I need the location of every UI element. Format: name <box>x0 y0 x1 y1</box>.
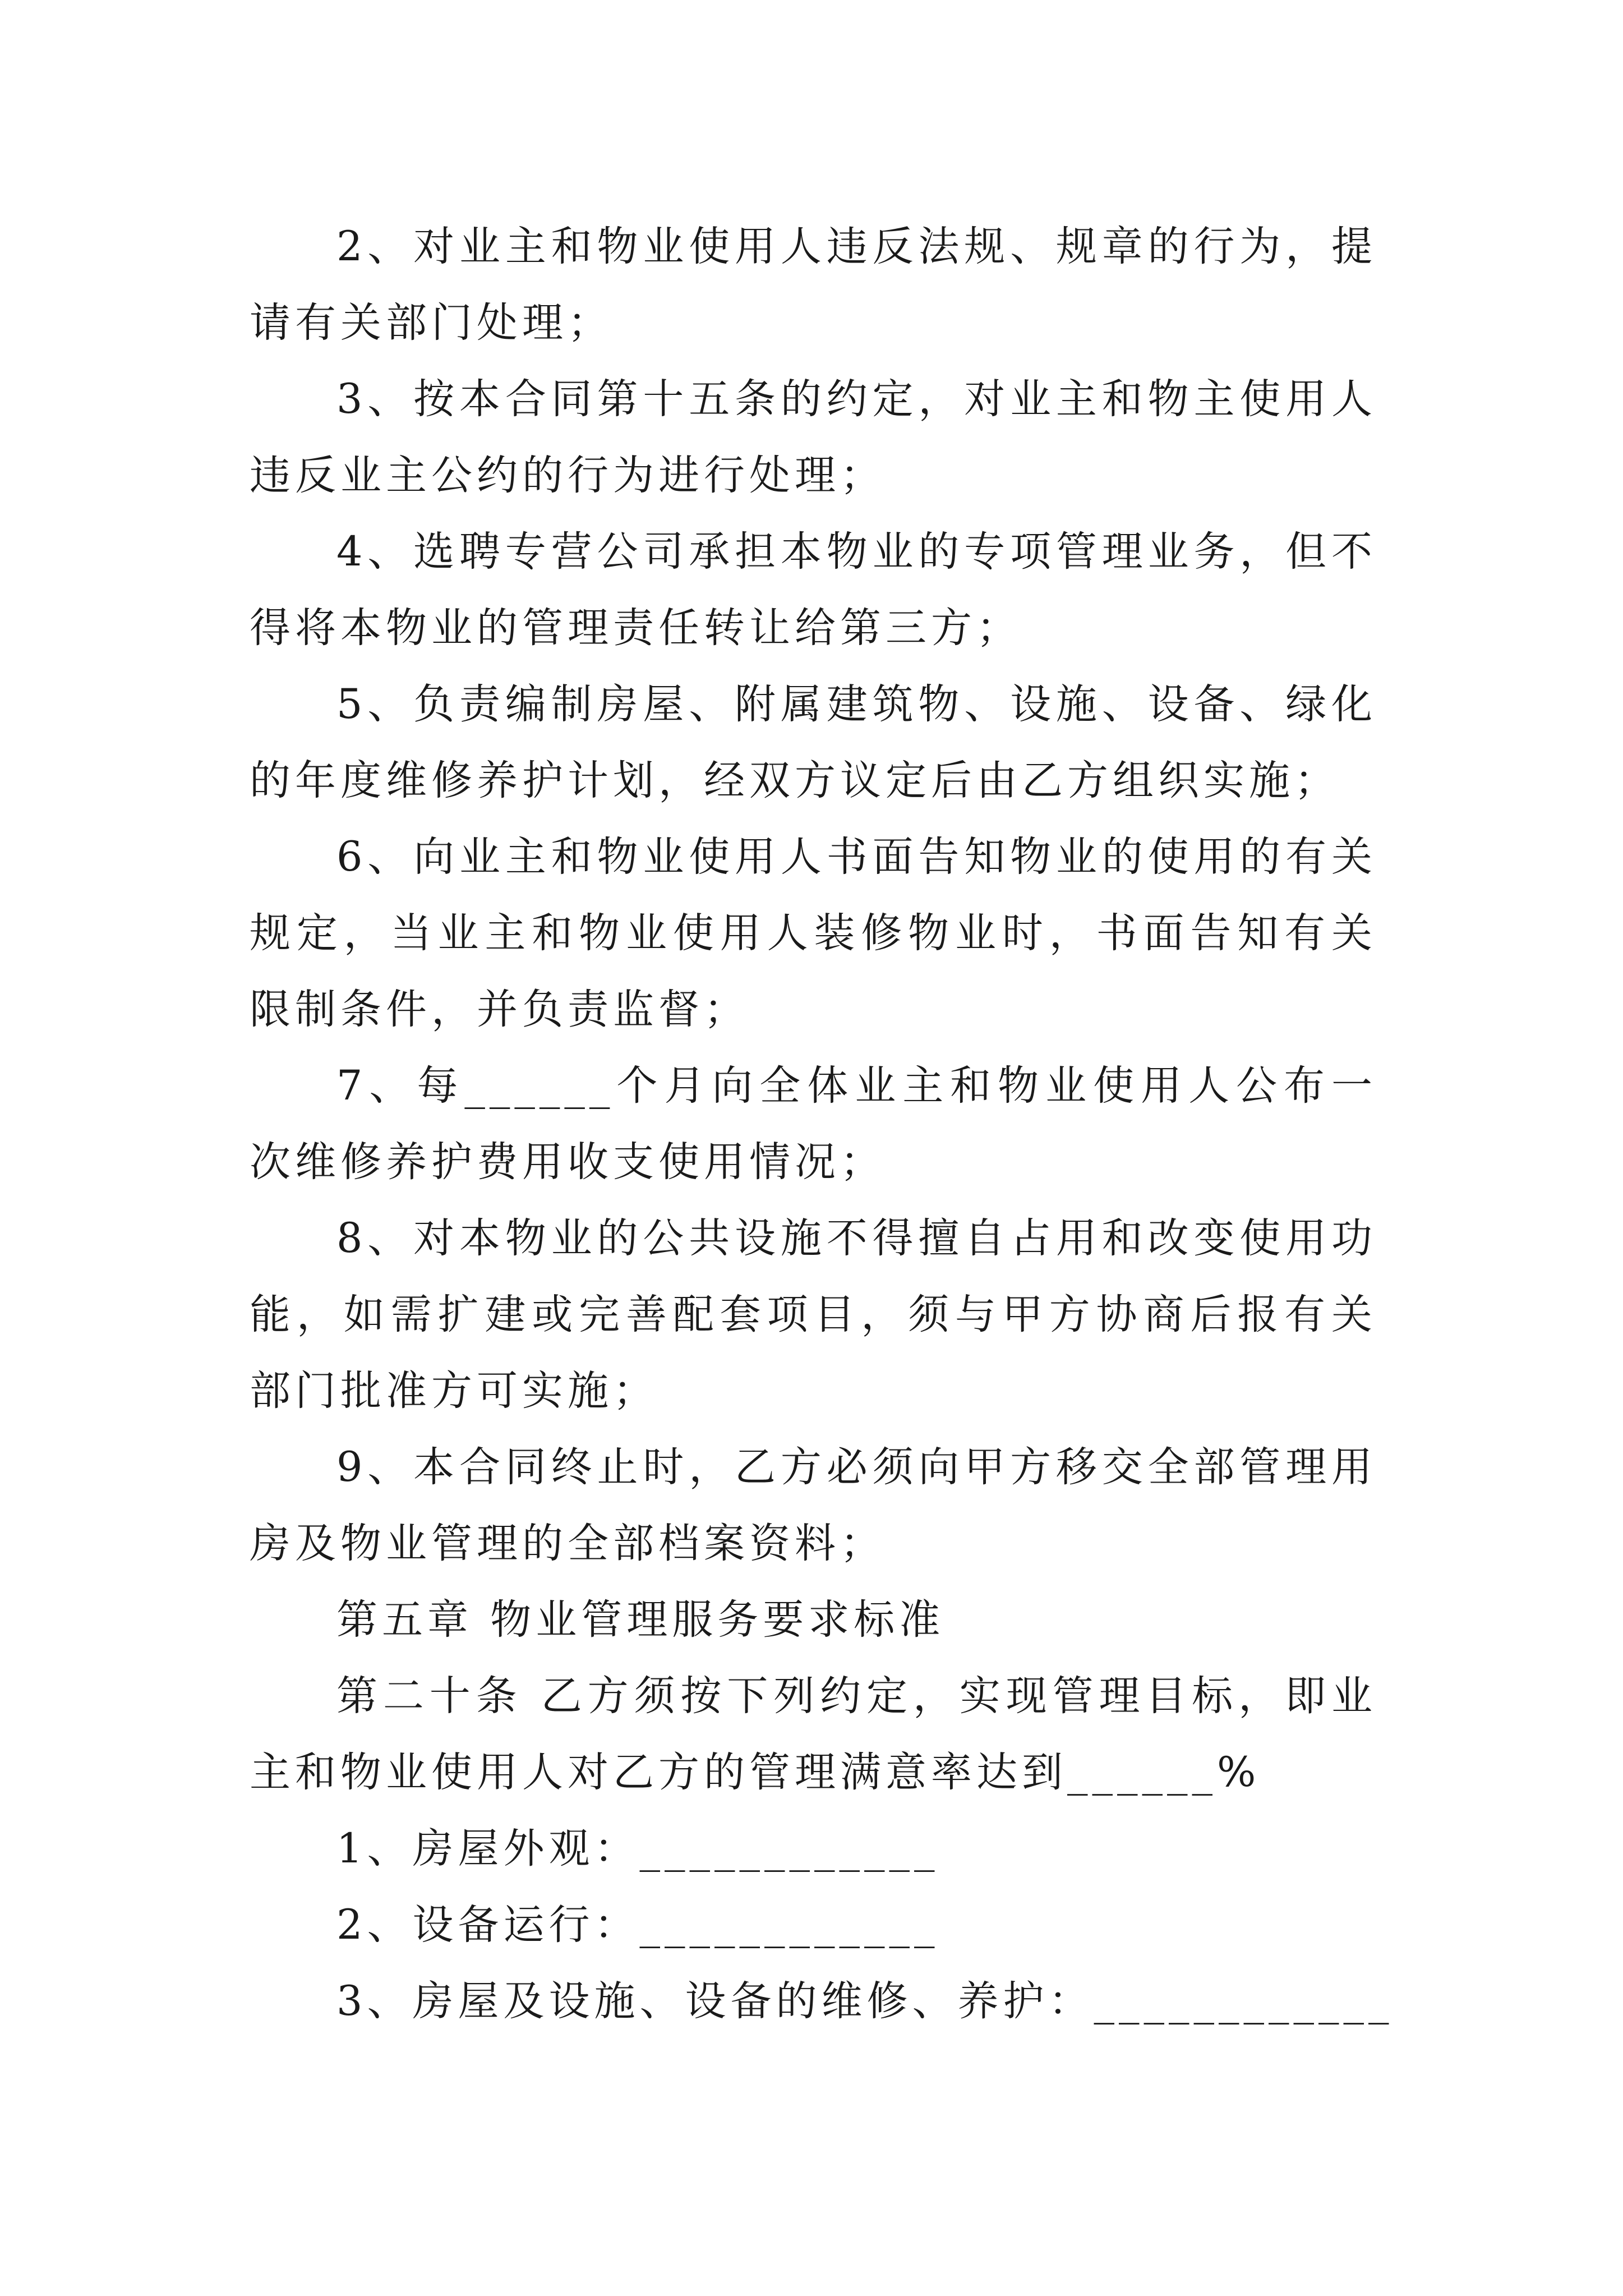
clause-3: 3、按本合同第十五条的约定，对业主和物主使用人违反业主公约的行为进行处理； <box>250 375 1377 499</box>
document-body <box>250 209 1394 2040</box>
clause-6: 6、向业主和物业使用人书面告知物业的使用的有关规定，当业主和物业使用人装修物业时，书面告知有关限制条件，并负责监督； <box>250 833 1377 1033</box>
standard-item-1: 1、房屋外观：____________ <box>336 1825 939 1872</box>
chapter-heading: 第五章 物业管理服务要求标准 <box>336 1596 945 1644</box>
clause-7: 7、每______个月向全体业主和物业使用人公布一次维修养护费用收支使用情况； <box>250 1062 1377 1186</box>
article-20: 第二十条 乙方须按下列约定，实现管理目标，即业主和物业使用人对乙方的管理满意率达到______% <box>250 1672 1377 1796</box>
clause-4: 4、选聘专营公司承担本物业的专项管理业务，但不得将本物业的管理责任转让给第三方； <box>250 528 1377 652</box>
clause-2: 2、对业主和物业使用人违反法规、规章的行为，提请有关部门处理； <box>250 223 1377 347</box>
clause-5: 5、负责编制房屋、附属建筑物、设施、设备、绿化的年度维修养护计划，经双方议定后由乙方组织实施； <box>250 680 1377 804</box>
clause-9: 9、本合同终止时，乙方必须向甲方移交全部管理用房及物业管理的全部档案资料； <box>250 1443 1377 1567</box>
standard-item-2: 2、设备运行：____________ <box>336 1901 939 1949</box>
standard-item-3: 3、房屋及设施、设备的维修、养护：____________ <box>336 1977 1394 2025</box>
clause-8: 8、对本物业的公共设施不得擅自占用和改变使用功能，如需扩建或完善配套项目，须与甲方协商后报有关部门批准方可实施； <box>250 1214 1377 1415</box>
